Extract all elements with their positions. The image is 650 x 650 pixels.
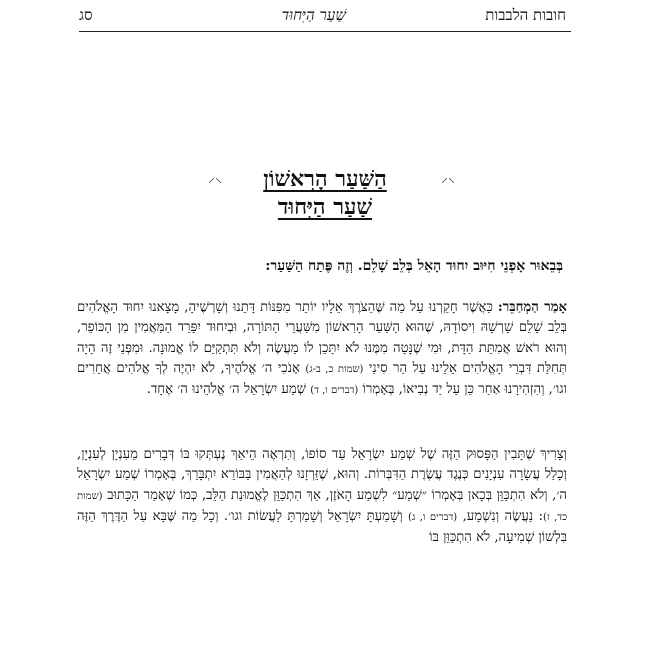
running-header-gate-title: שַׁעַר הַיִּחוּד bbox=[281, 6, 346, 24]
paragraph-1-part-2: אָנֹכִי ה׳ אֱלֹהֶיךָ, לֹא יִהְיֶה לְךָ אֱלֹהִים אֲחֵרִים וגו׳, וְהִזְהִירָנוּ אַחַר כֵּן עַל יַד נְבִיאוֹ, בְּאָמְרוֹ bbox=[77, 360, 567, 398]
verse-reference: (דברים ו, ג) bbox=[408, 511, 458, 523]
paragraph-2-text bbox=[77, 445, 567, 548]
verse-reference: (שמות כ, ב-ג) bbox=[305, 363, 364, 375]
verse-reference: (דברים ו, ד) bbox=[310, 385, 359, 397]
running-header-book-title: חובות הלבבות bbox=[485, 6, 566, 24]
title-ornament-left: ⸝⸜ bbox=[208, 170, 222, 186]
chapter-title-line-1: הַשַּׁעַר הָרִאשׁוֹן bbox=[263, 166, 387, 192]
paragraph-1-part-3: שְׁמַע יִשְׂרָאֵל ה׳ אֱלֹהֵינוּ ה׳ אֶחָד. bbox=[146, 382, 306, 398]
title-ornament-right: ⸝⸜ bbox=[441, 170, 455, 186]
chapter-title bbox=[0, 165, 650, 221]
paragraph-2-part-3: וְשָׁמַעְתָּ יִשְׂרָאֵל וְשָׁמַרְתָּ לַעֲשׂוֹת וגו׳. וְכָל מַה שֶּׁבָּא עַל הַדֶּרֶךְ הַזֶּה בִּלְשׁוֹן שְׁמִיעָה, לֹא הִתְכַּוֵּן בּוֹ bbox=[77, 508, 567, 546]
verse-reference: (שמות כד, ז) bbox=[77, 490, 567, 523]
chapter-subtitle: בְּבֵאוּר אָפְנֵי חִיּוּב יִחוּד הָאֵל בְּלֵב שָׁלֵם. וְזֶה פֶּתַח הַשַּׁעַר: bbox=[265, 258, 563, 274]
page-number: סג bbox=[79, 6, 93, 24]
paragraph-1-part-1: כַּאֲשֶׁר חָקַרְנוּ עַל מַה שֶּׁהַצֹּרֶךְ אֵלָיו יוֹתֵר מִפִּנּוֹת דָּתֵנוּ וְשָׁרְשֶׁיהָ, מָצָאנוּ יִחוּד הָאֱלֹהִים בְּלֵב שָׁלֵם שָׁרְשָׁהּ וִיסוֹדָהּ, שֶׁהוּא הַשַּׁעַר הָרִאשׁוֹן מִשַּׁעֲרֵי הַתּוֹרָה, וּבְיִחוּד יִפָּרֵד הַמַּאֲמִין מִן הַכּוֹפֵר, וְהוּא רֹאשׁ אֲמִתַּת הַדָּת, וּמִי שֶׁנָּטָה מִמֶּנּוּ לֹא יִתָּכֵן לוֹ מַעֲשֶׂה וְלֹא תִּתְקַיֵּם לוֹ אֱמוּנָה. וּמִפְּנֵי זֶה הָיָה תְּחִלַּת דִּבְרֵי הָאֱלֹהִים אֵלֵינוּ עַל הַר סִינַי bbox=[77, 300, 567, 376]
paragraph-2-part-1: וְצָרִיךְ שֶׁתָּבִין הַפָּסוּק הַזֶּה שֶׁל שְׁמַע יִשְׂרָאֵל עַד סוֹפוֹ, וְתִרְאֶה הֵיאַךְ נֶעְתְּקוּ בּוֹ דְּבָרִים מֵעִנְיָן לְעִנְיָן, וְכָלַל עֲשָׂרָה עִנְיָנִים כְּנֶגֶד עֲשֶׂרֶת הַדִּבְּרוֹת. וְהוּא, שֶׁזֵּרְזָנוּ לְהַאֲמִין בַּבּוֹרֵא יִתְבָּרַךְ, בְּאָמְרוֹ שְׁמַע יִשְׂרָאֵל ה׳, וְלֹא הִתְכַּוֵּן בְּכָאן בְּאָמְרוֹ ״שְׁמַע״ לִשְׁמַע הָאֹזֶן, אַךְ הִתְכַּוֵּן לֶאֱמוּנַת הַלֵּב, כְּמוֹ שֶׁאָמַר הַכָּתוּב bbox=[77, 447, 567, 503]
paragraph-lead: אָמַר הַמְחַבֵּר: bbox=[497, 300, 567, 315]
chapter-title-line-2: שַׁעַר הַיִּחוּד bbox=[277, 194, 373, 220]
paragraph-1 bbox=[77, 298, 567, 401]
header-divider bbox=[79, 31, 571, 32]
paragraph-1-text bbox=[77, 298, 567, 401]
paragraph-2 bbox=[77, 445, 567, 548]
paragraph-2-part-2: : נַעֲשֶׂה וְנִשְׁמָע, bbox=[462, 508, 544, 524]
